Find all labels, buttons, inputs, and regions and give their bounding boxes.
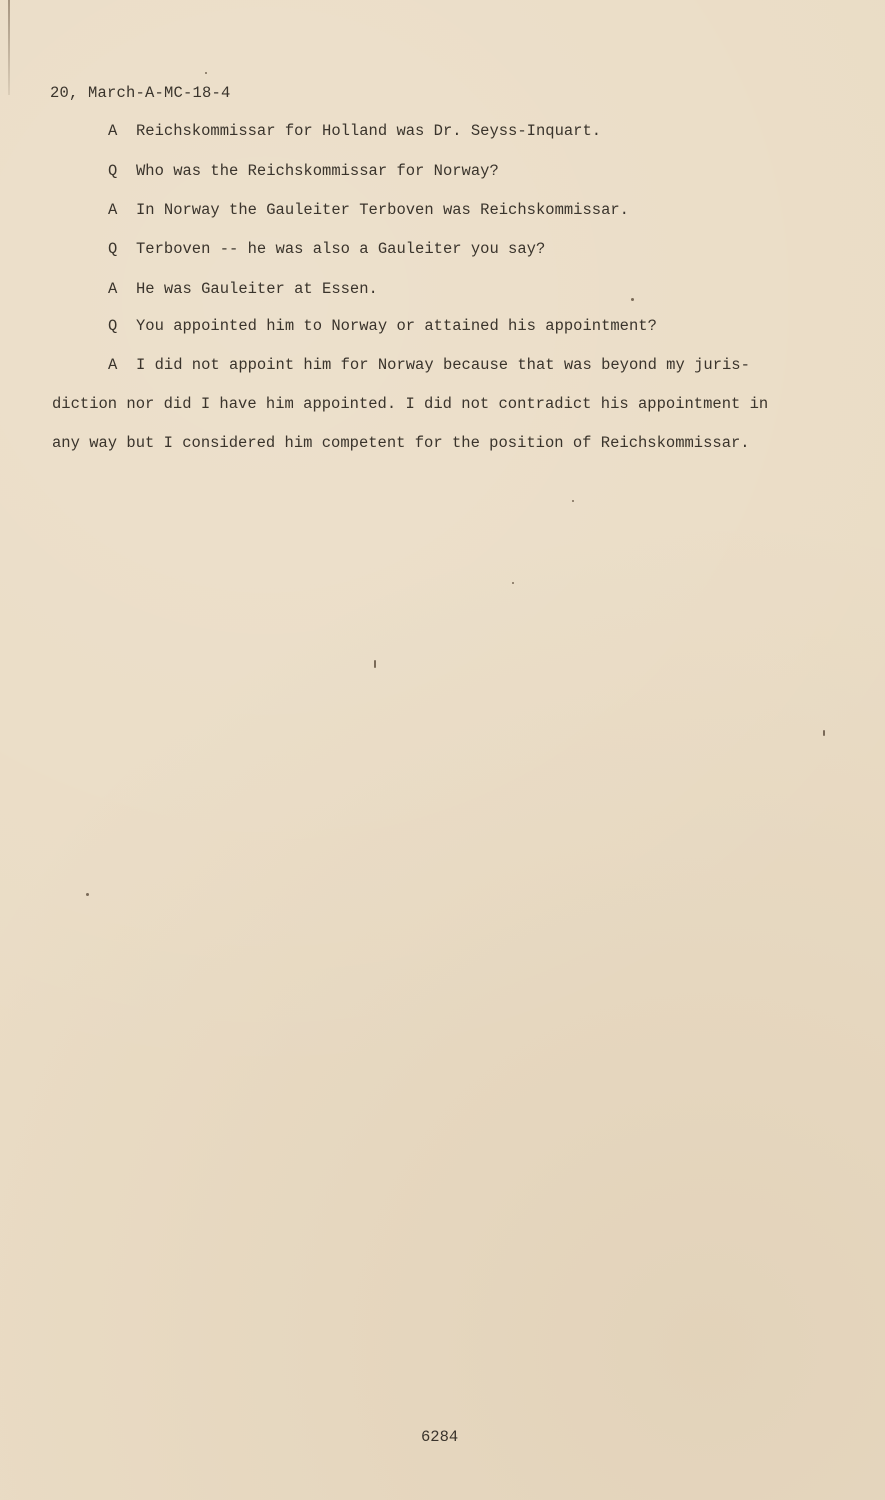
speaker-marker: A <box>108 356 118 374</box>
paper-speck <box>631 298 634 301</box>
continuation-line: any way but I considered him competent for the position of Reichskommissar. <box>52 434 750 452</box>
continuation-line: diction nor did I have him appointed. I did not contradict his appointment in <box>52 395 769 413</box>
speaker-marker: Q <box>108 162 118 180</box>
paper-speck <box>572 500 574 502</box>
speaker-marker: A <box>108 122 118 140</box>
speaker-marker: Q <box>108 317 118 335</box>
entry-text: I did not appoint him for Norway because that was beyond my juris- <box>136 356 750 374</box>
paper-speck <box>205 72 207 74</box>
paper-speck <box>512 582 514 584</box>
paper-speck <box>823 730 825 736</box>
speaker-marker: A <box>108 201 118 219</box>
paper-speck <box>374 660 376 668</box>
page-edge-mark <box>8 0 10 95</box>
speaker-marker: A <box>108 280 118 298</box>
paper-speck <box>86 893 89 896</box>
speaker-marker: Q <box>108 240 118 258</box>
entry-text: In Norway the Gauleiter Terboven was Reichskommissar. <box>136 201 629 219</box>
entry-text: Reichskommissar for Holland was Dr. Seyss-Inquart. <box>136 122 602 140</box>
entry-text: He was Gauleiter at Essen. <box>136 280 378 298</box>
entry-text: Terboven -- he was also a Gauleiter you say? <box>136 240 546 258</box>
page-number: 6284 <box>421 1428 459 1446</box>
entry-text: Who was the Reichskommissar for Norway? <box>136 162 499 180</box>
document-header: 20, March-A-MC-18-4 <box>50 84 231 102</box>
entry-text: You appointed him to Norway or attained his appointment? <box>136 317 657 335</box>
